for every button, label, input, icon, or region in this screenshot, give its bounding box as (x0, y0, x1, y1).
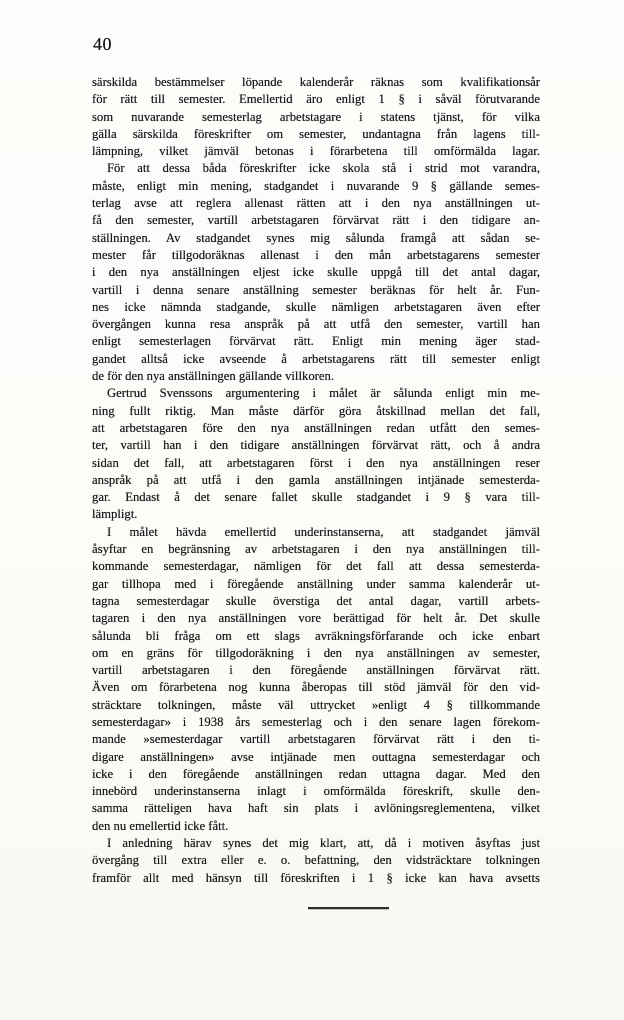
text-line: övergång till extra eller e. o. befattning, den vidsträcktare tolkningen (92, 853, 540, 868)
text-line: ter, vartill han i den tidigare anställningen förvärvat rätt, och å andra (92, 438, 540, 453)
text-line: framför allt med hänsyn till föreskriften i 1 § icke kan hava avsetts (92, 870, 540, 885)
text-line: Gertrud Svenssons argumentering i målet är sålunda enligt min me- (107, 386, 540, 401)
text-line: anspråk på att utfå i den gamla anställningen intjänade semesterda- (92, 472, 540, 487)
text-line: övergången kunna resa anspråk på att utfå den semester, vartill han (92, 317, 540, 332)
text-line: semesterdagar» i 1938 års semesterlag och i den senare lagen förekom- (92, 714, 540, 729)
text-line: enligt semesterlagen förvärvat rätt. Enligt min mening äger stad- (92, 334, 540, 349)
text-line: kommande semesterdagar, nämligen för det fall att dessa semesterda- (92, 559, 540, 574)
text-line: lämpligt. (92, 507, 138, 522)
text-line: sålunda bli fråga om ett slags avräkningsförfarande och icke enbart (92, 628, 540, 643)
text-line: gar tillhopa med i föregående anställning under samma kalenderår ut- (92, 576, 540, 591)
text-line: de för den nya anställningen gällande villkoren. (92, 369, 335, 384)
text-line: den nu emellertid icke fått. (92, 818, 229, 833)
text-column (92, 74, 540, 909)
text-line: i den nya anställningen eljest icke skulle uppgå till det antal dagar, (92, 265, 540, 280)
text-line: att arbetstagaren före den nya anställningen redan utfått den semes- (92, 420, 540, 435)
text-line: åsyftar en begränsning av arbetstagaren i den nya anställningen till- (92, 542, 540, 557)
text-line: I anledning härav synes det mig klart, att, då i motiven åsyftas just (107, 836, 540, 851)
text-line: ning fullt riktig. Man måste därför göra åtskillnad mellan det fall, (92, 403, 540, 418)
text-line: gar. Endast å det senare fallet skulle stadgandet i 9 § vara till- (92, 490, 540, 505)
text-line: mande »semesterdagar vartill arbetstagaren förvärvat rätt i den ti- (92, 732, 540, 747)
text-line: sidan det fall, att arbetstagaren först i den nya anställningen reser (92, 455, 540, 470)
text-line: lämpning, vilket jämväl betonas i förarbetena till omförmälda lagar. (92, 144, 540, 159)
text-line: om en gräns för tillgodoräkning i den nya anställningen av semester, (92, 645, 540, 660)
text-line: måste, enligt min mening, stadgandet i nuvarande 9 § gällande semes- (92, 178, 540, 193)
text-line: ställningen. Av stadgandet synes mig sålunda framgå att sådan se- (92, 230, 540, 245)
text-line: mester får tillgodoräknas allenast i den mån arbetstagarens semester (92, 247, 540, 262)
text-line: samma rätteligen hava haft sin plats i avlöningsreglementena, vilket (92, 801, 540, 816)
text-line: vartill i denna senare anställning semester beräknas för helt år. Fun- (92, 282, 540, 297)
text-line: som nuvarande semesterlag arbetstagare i statens tjänst, för vilka (92, 109, 540, 124)
text-line: nes icke nämnda stadgande, skulle nämligen arbetstagaren även efter (92, 299, 540, 314)
text-line: I målet hävda emellertid underinstanserna, att stadgandet jämväl (107, 524, 540, 539)
text-line: sträcktare tolkningen, måste väl uttrycket »enligt 4 § tillkommande (92, 697, 540, 712)
text-line: tagaren i den nya anställningen vore berättigad för helt år. Det skulle (92, 611, 540, 626)
text-line: få den semester, vartill arbetstagaren förvärvat rätt i den tidigare an- (92, 213, 540, 228)
section-divider (308, 907, 389, 909)
page-number: 40 (93, 34, 112, 54)
text-line: terlag avse att reglera allenast rätten att i den nya anställningen ut- (92, 196, 540, 211)
text-line: För att dessa båda föreskrifter icke skola stå i strid mot varandra, (107, 161, 540, 176)
text-line: digare anställningen» avse intjänade men outtagna semesterdagar och (92, 749, 540, 764)
text-line: Även om förarbetena nog kunna åberopas till stöd jämväl för den vid- (92, 680, 540, 695)
text-line: innebörd underinstanserna inlagt i omförmälda föreskrift, skulle den- (92, 784, 540, 799)
text-line: icke i den föregående anställningen redan uttagna dagar. Med den (92, 766, 540, 781)
text-line: särskilda bestämmelser löpande kalenderår räknas som kvalifikationsår (92, 75, 540, 89)
text-line: vartill arbetstagaren i den föregående anställningen förvärvat rätt. (92, 663, 540, 678)
text-line: gandet alltså icke avseende å arbetstagarens rätt till semester enligt (92, 351, 540, 366)
text-line: tagna semesterdagar skulle överstiga det antal dagar, vartill arbets- (92, 593, 540, 608)
text-line: gälla särskilda föreskrifter om semester, undantagna från lagens till- (92, 126, 540, 141)
text-line: för rätt till semester. Emellertid äro enligt 1 § i såväl förutvarande (92, 92, 540, 107)
